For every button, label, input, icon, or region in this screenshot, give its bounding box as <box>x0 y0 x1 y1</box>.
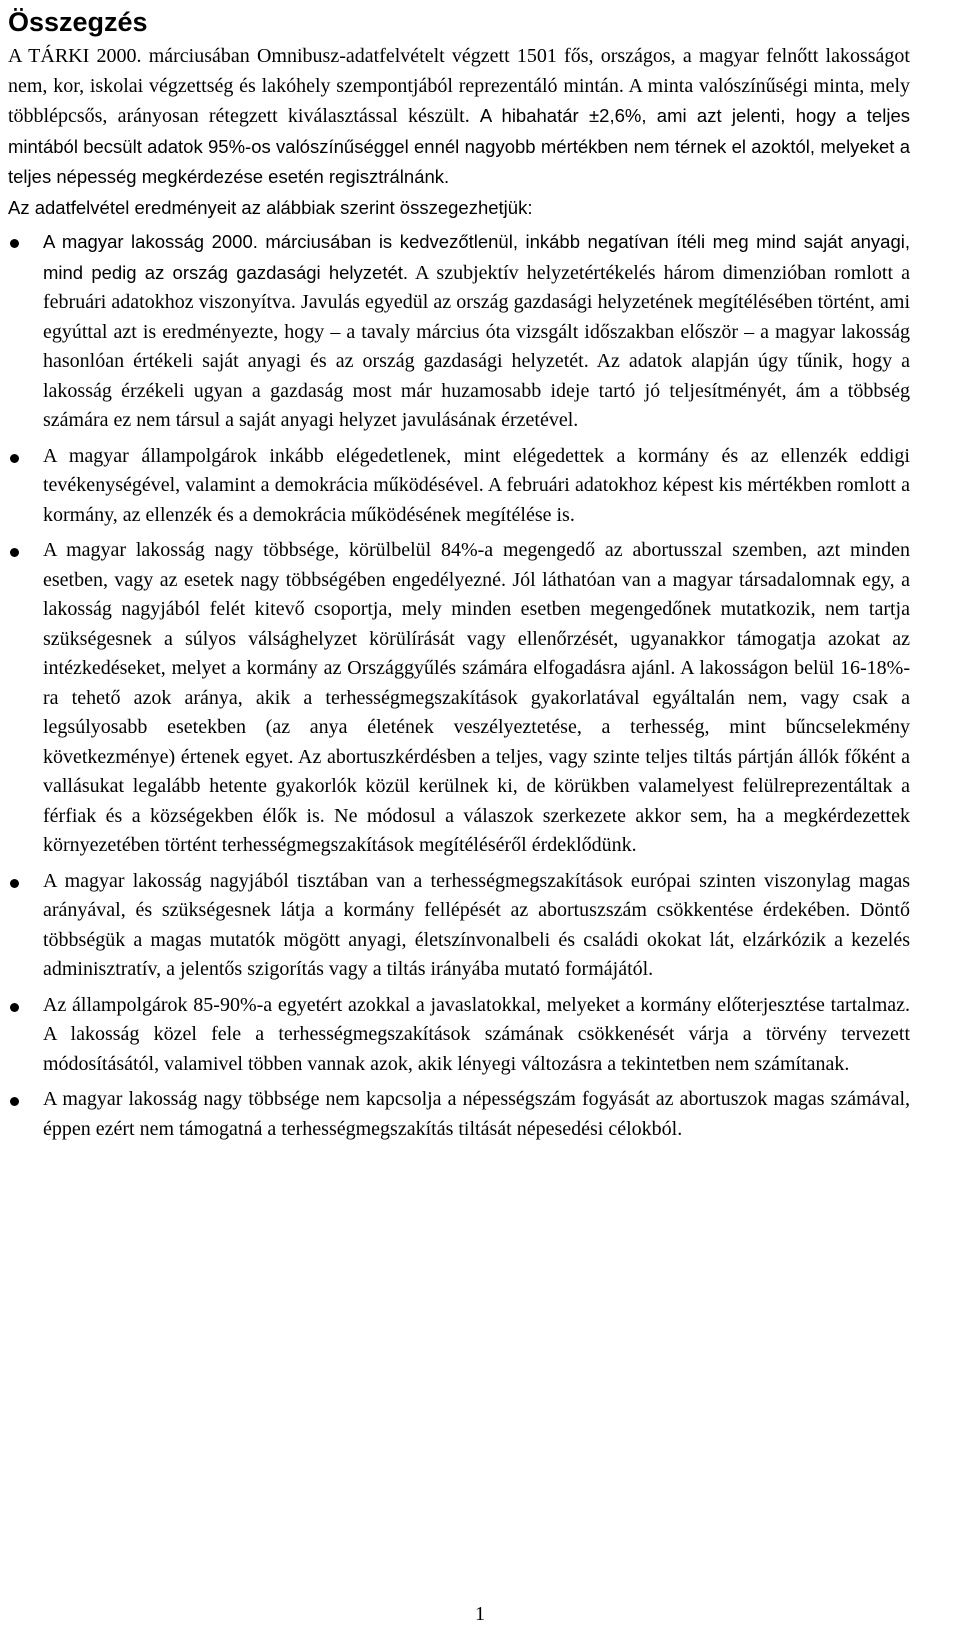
bullet-icon <box>10 548 19 557</box>
list-item <box>8 867 910 985</box>
finding-text: A magyar lakosság nagy többsége nem kapcsolja a népességszám fogyását az abortuszok magas számával, éppen ezért nem támogatná a terhességmegszakítás tiltását népesedési célokból. <box>43 1088 910 1140</box>
list-item <box>8 442 910 531</box>
list-item <box>8 1085 910 1144</box>
intro-sample-description: A TÁRKI 2000. márciusában Omnibusz-adatfelvételt végzett 1501 fős, országos, a magyar felnőtt lakosságot nem, kor, iskolai végzettség és lakóhely szempontjából reprezentáló mintán. A minta valószínűségi minta, mely többlépcsős, arányosan rétegzett kiválasztással készült. <box>8 45 910 127</box>
intro-paragraph <box>8 42 910 193</box>
bullet-icon <box>10 454 19 463</box>
bullet-icon <box>10 1097 19 1106</box>
intro-summary-lead: Az adatfelvétel eredményeit az alábbiak szerint összegezhetjük: <box>8 196 533 218</box>
finding-text: A szubjektív helyzetértékelés három dimenzióban romlott a februári adatokhoz viszonyítva. Javulás egyedül az ország gazdasági helyzetének megítélésében történt, ami egyúttal azt is eredményezte, hogy – a tavaly március óta vizsgált időszakban először – a magyar lakosság hasonlóan értékeli saját anyagi és az ország gazdasági helyzetét. Az adatok alapján úgy tűnik, hogy a lakosság érzékeli ugyan a gazdaság most már huzamosabb ideje tartó jó teljesítményét, ám a többség számára ez nem társul a saját anyagi helyzet javulásának érzetével. <box>43 261 910 431</box>
intro-margin-of-error: A hibahatár ±2,6%, ami azt jelenti, hogy a teljes mintából becsült adatok 95%-os valószínűséggel ennél nagyobb mértékben nem térnek el azoktól, melyeket a teljes népesség megkérdezése esetén regisztrálnánk. <box>8 105 910 187</box>
finding-text: A magyar lakosság nagy többsége, körülbelül 84%-a megengedő az abortusszal szemben, azt minden esetben, vagy az esetek nagy többségében engedélyezné. Jól láthatóan van a magyar társadalomnak egy, a lakosság nagyjából felét kitevő csoportja, mely minden esetben megengedőnek mutatkozik, nem tartja szükségesnek a súlyos válsághelyzet körülírását vagy ellenőrzését, ugyanakkor támogatja azokat az intézkedéseket, melyet a kormány az Országgyűlés számára elfogadásra ajánl. A lakosságon belül 16-18%-ra tehető azok aránya, akik a terhességmegszakítások gyakorlatával egyáltalán nem, vagy csak a legsúlyosabb esetekben (az anya életének veszélyeztetése, a terhesség, mint bűncselekmény következménye) értenek egyet. Az abortuszkérdésben a teljes, vagy szinte teljes tiltás pártján állók főként a vallásukat legalább hetente gyakorlók közül kerülnek ki, de körükben valamelyest felülreprezentáltak a férfiak és a községekben élők is. Ne módosul a válaszok szerkezete akkor sem, ha a megkérdezettek környezetében történt terhességmegszakítások megítéléséről érdeklődünk. <box>43 539 910 856</box>
finding-text-sans: A magyar lakosság 2000. márciusában is kedvezőtlenül, inkább negatívan ítéli meg mind saját anyagi, mind pedig az ország gazdasági helyzetét. <box>43 231 910 283</box>
finding-text: Az állampolgárok 85-90%-a egyetért azokkal a javaslatokkal, melyeket a kormány előterjesztése tartalmaz. A lakosság közel fele a terhességmegszakítások számának csökkenését várja a törvény tervezett módosításától, valamivel többen vannak azok, akik lényegi változásra a tekintetben nem számítanak. <box>43 993 910 1075</box>
findings-list <box>8 227 910 1144</box>
finding-text: A magyar állampolgárok inkább elégedetlenek, mint elégedettek a kormány és az ellenzék eddigi tevékenységével, valamint a demokrácia működésével. A februári adatokhoz képest kis mértékben romlott a kormány, az ellenzék és a demokrácia működésének megítélése is. <box>43 444 910 526</box>
bullet-icon <box>10 1003 19 1012</box>
page-title: Összegzés <box>8 7 148 37</box>
list-item <box>8 991 910 1080</box>
page-number: 1 <box>475 1603 485 1625</box>
finding-text: A magyar lakosság nagyjából tisztában van a terhességmegszakítások európai szinten viszonylag magas arányával, és szükségesnek látja a kormány fellépését az abortuszszám csökkentése érdekében. Döntő többségük a magas mutatók mögött anyagi, életszínvonalbeli és családi okokat lát, elzárkózik a kezelés adminisztratív, a jelentős szigorítás vagy a tiltás irányába mutató formájától. <box>43 869 910 980</box>
list-item <box>8 227 910 436</box>
bullet-icon <box>10 239 19 248</box>
document-page <box>8 0 910 1150</box>
bullet-icon <box>10 879 19 888</box>
list-item <box>8 536 910 861</box>
